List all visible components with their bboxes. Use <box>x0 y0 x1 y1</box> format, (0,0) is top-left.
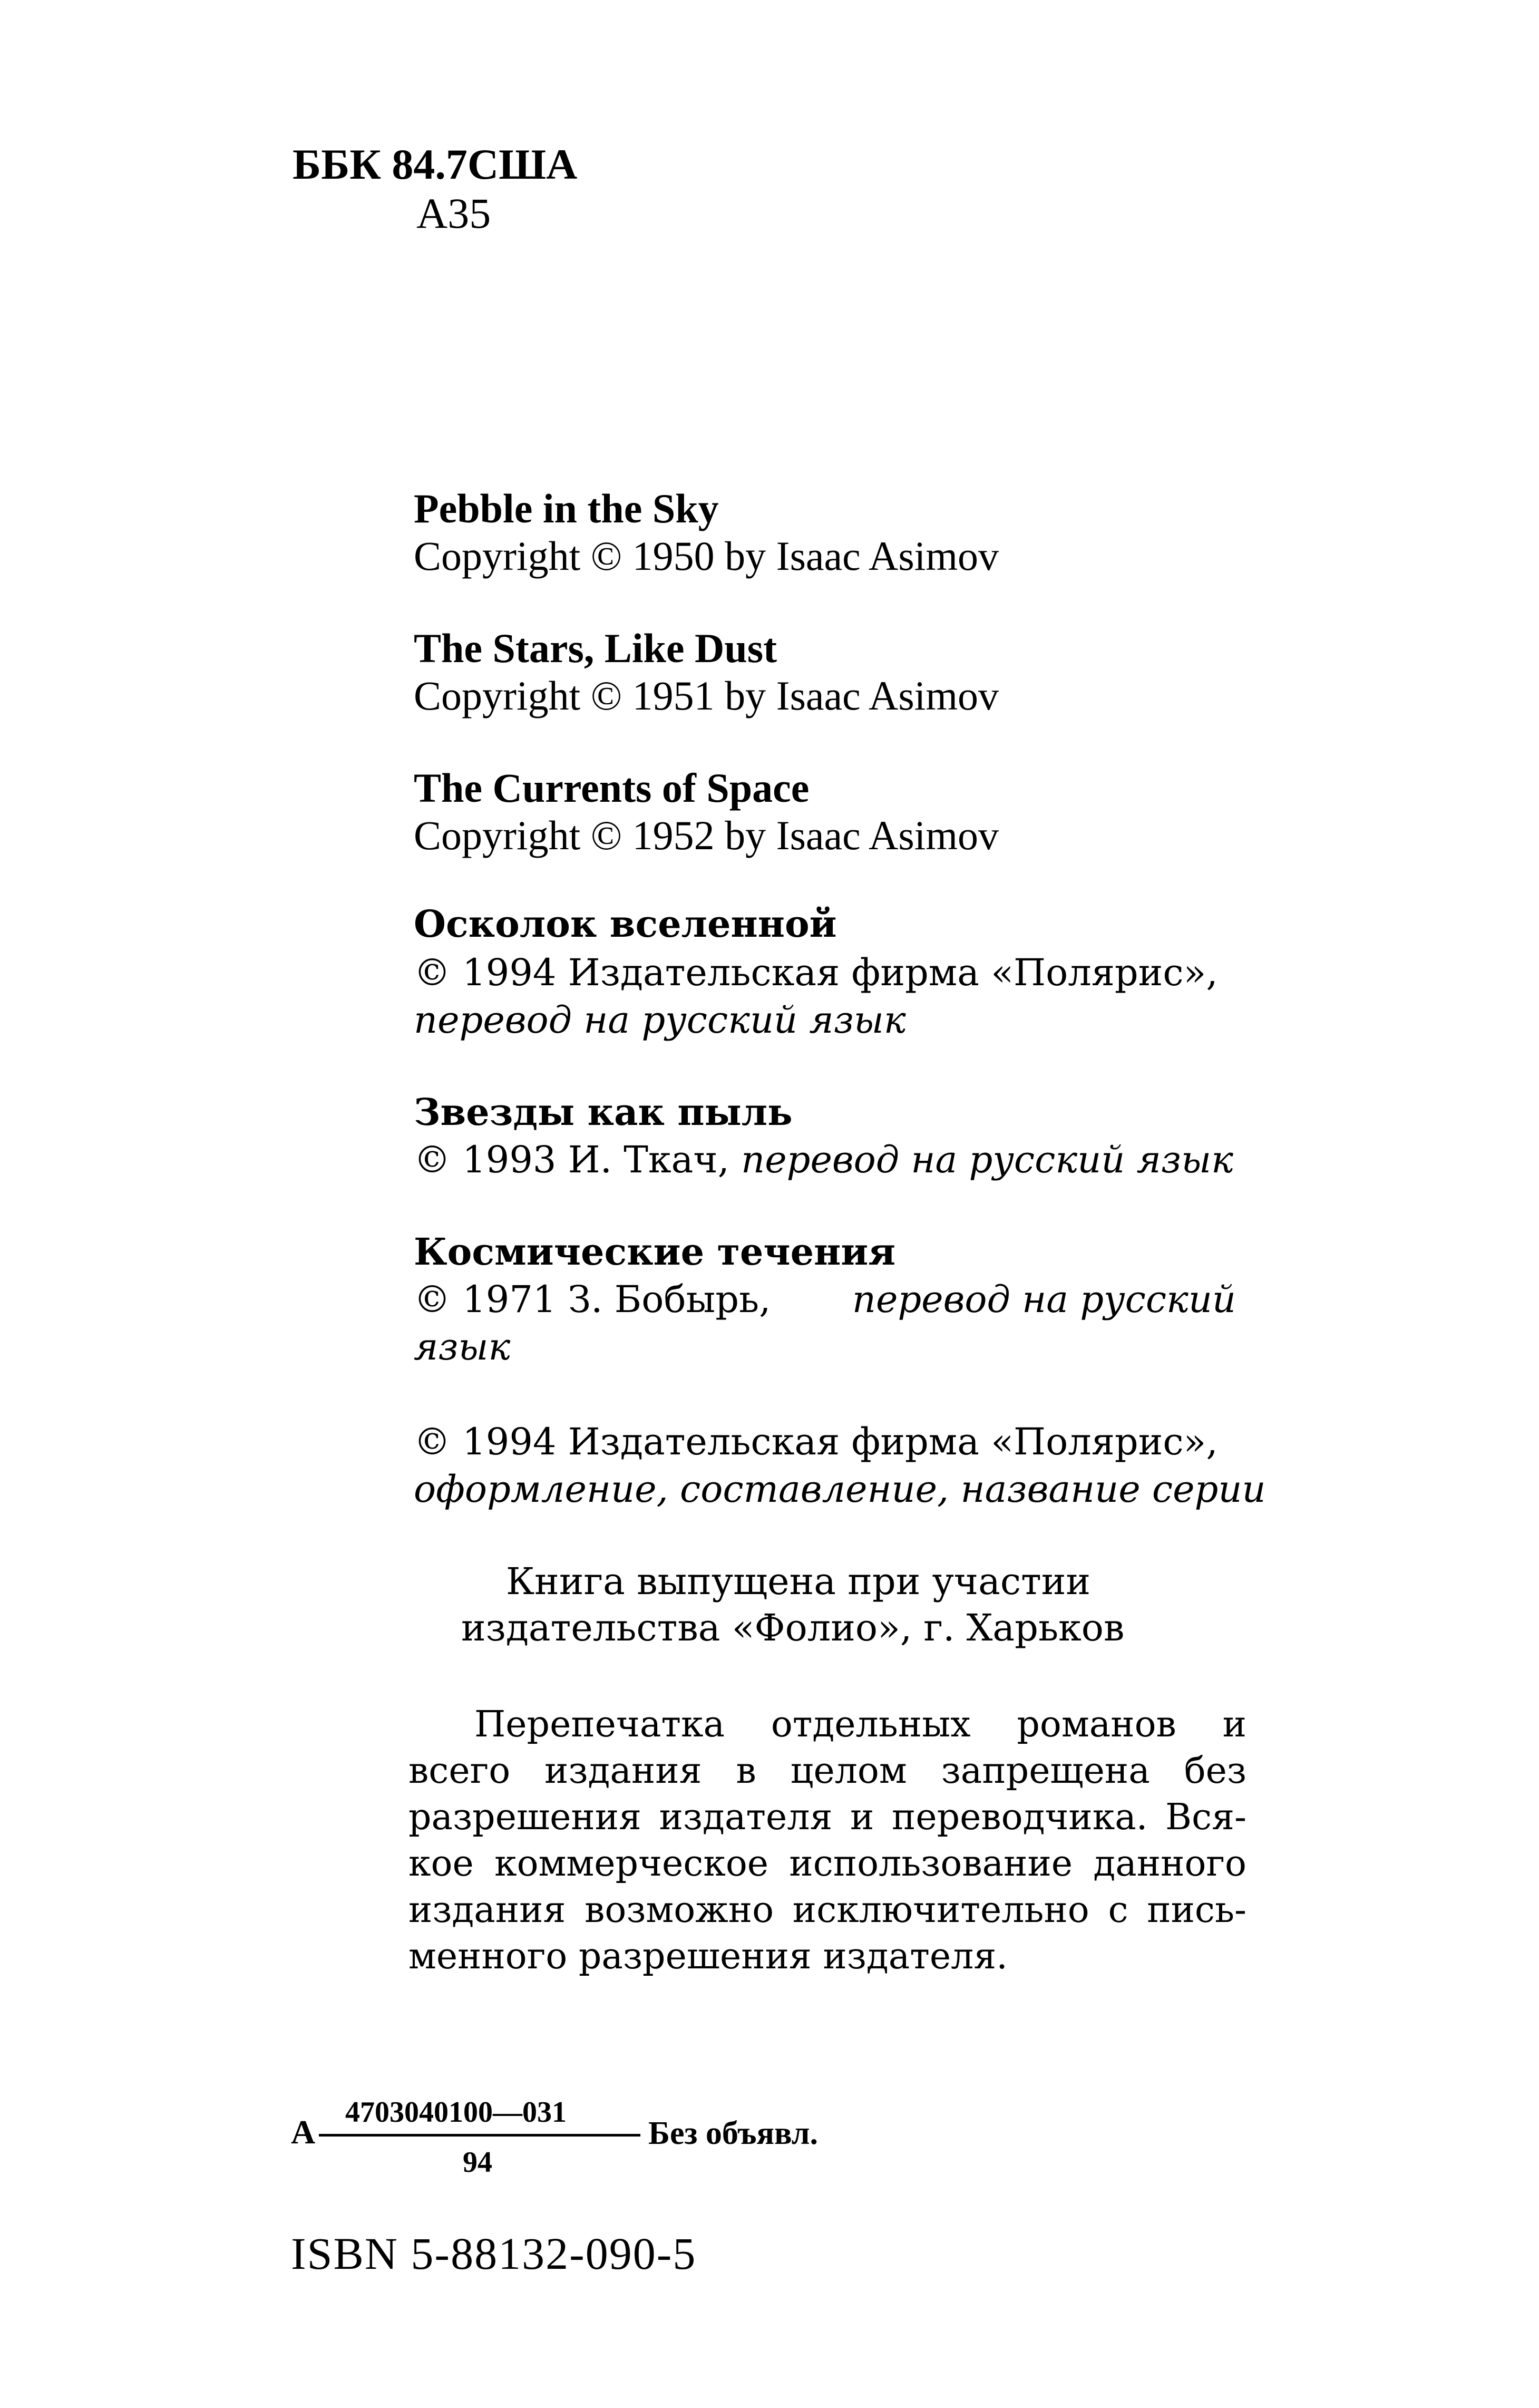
isbn: ISBN 5-88132-090-5 <box>291 2228 697 2279</box>
translation-copyright-3-plain: © 1971 З. Бобырь, <box>414 1278 771 1321</box>
translation-title-1: Осколок вселенной <box>414 902 837 946</box>
imprint-letter: А <box>291 2113 316 2151</box>
notice-line <box>408 1702 1246 1748</box>
imprint-denominator: 94 <box>463 2146 492 2179</box>
translation-copyright-3-italic: перевод на русский <box>852 1278 1236 1321</box>
imprint-fraction-bar <box>319 2134 640 2137</box>
reprint-notice <box>408 1702 1246 1980</box>
notice-line-text: разрешения издателя и переводчика. Вся- <box>408 1797 1246 1838</box>
translation-copyright-3 <box>414 1278 1236 1321</box>
series-copyright: © 1994 Издательская фирма «Полярис», <box>414 1420 1218 1463</box>
bbk-code: ББК 84.7США <box>293 140 578 188</box>
original-copyright-2: Copyright © 1951 by Isaac Asimov <box>414 673 999 718</box>
author-code: А35 <box>416 189 491 237</box>
partner-line-2: издательства «Фолио», г. Харьков <box>461 1606 1125 1649</box>
notice-line-text: кое коммерческое использование данного <box>408 1843 1246 1885</box>
translation-copyright-2-plain: © 1993 И. Ткач, <box>414 1138 729 1181</box>
translation-note-3: язык <box>414 1325 511 1368</box>
translation-copyright-1: © 1994 Издательская фирма «Полярис», <box>414 951 1218 994</box>
translation-copyright-2 <box>414 1138 1233 1181</box>
notice-line-text: издания возможно исключительно с пись- <box>408 1889 1246 1931</box>
partner-line-1: Книга выпущена при участии <box>506 1560 1091 1603</box>
notice-line <box>408 1748 1246 1794</box>
translation-title-2: Звезды как пыль <box>414 1090 793 1134</box>
notice-line-text: всего издания в целом запрещена без <box>408 1750 1246 1792</box>
translation-copyright-2-italic: перевод на русский язык <box>741 1138 1233 1181</box>
translation-title-3: Космические течения <box>414 1230 896 1274</box>
original-title-2: The Stars, Like Dust <box>414 625 777 671</box>
original-title-3: The Currents of Space <box>414 765 810 811</box>
original-title-1: Pebble in the Sky <box>414 486 719 531</box>
imprint-note: Без объявл. <box>648 2115 819 2151</box>
notice-line <box>408 1934 1246 1980</box>
notice-line-text: менного разрешения издателя. <box>408 1936 1008 1977</box>
series-note: оформление, составление, название серии <box>414 1468 1266 1511</box>
notice-line-text: Перепечатка отдельных романов и <box>474 1704 1246 1745</box>
notice-line <box>408 1887 1246 1934</box>
original-copyright-1: Copyright © 1950 by Isaac Asimov <box>414 533 999 579</box>
imprint-numerator: 4703040100—031 <box>345 2096 567 2129</box>
translation-note-1: перевод на русский язык <box>414 998 906 1042</box>
notice-line <box>408 1841 1246 1887</box>
notice-line <box>408 1794 1246 1841</box>
original-copyright-3: Copyright © 1952 by Isaac Asimov <box>414 812 999 858</box>
